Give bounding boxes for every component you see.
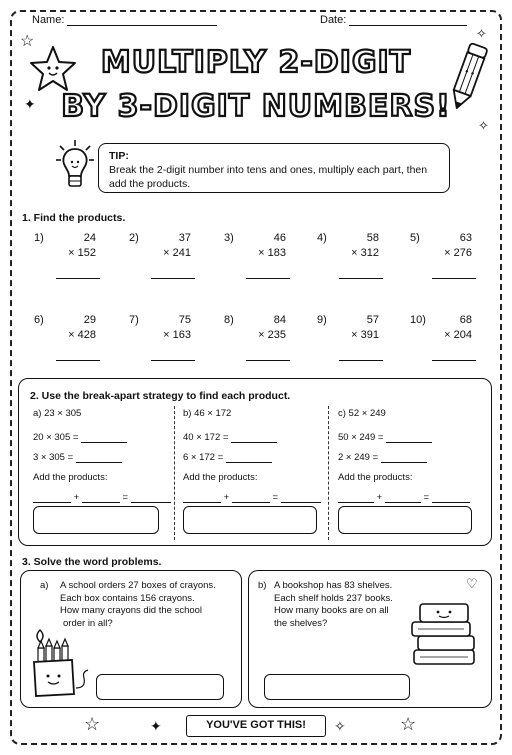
- problem-top: 63: [459, 232, 472, 244]
- star-icon: ☆: [84, 714, 101, 734]
- problem-item: [410, 314, 490, 354]
- problem-bottom: × 276: [444, 247, 472, 259]
- ones-expression: 6 × 172 =: [183, 452, 224, 463]
- column-label: c) 52 × 249: [338, 408, 386, 419]
- answer-box-word-a[interactable]: [96, 674, 224, 700]
- problem-bottom: × 183: [258, 247, 286, 259]
- star-icon: ☆: [20, 33, 35, 50]
- problem-bottom: × 241: [163, 247, 191, 259]
- sum-blank[interactable]: [385, 493, 421, 503]
- problem-top: 29: [83, 314, 96, 326]
- answer-line[interactable]: [246, 278, 290, 279]
- problem-item: [34, 232, 114, 272]
- tens-row: [338, 432, 432, 443]
- ones-answer-line[interactable]: [226, 453, 272, 463]
- equals-sign: =: [122, 492, 129, 503]
- problem-item: [224, 314, 304, 354]
- heart-icon: ♡: [466, 576, 478, 591]
- problem-item: [34, 314, 114, 354]
- problem-item: [129, 314, 209, 354]
- problem-text: [60, 580, 216, 630]
- problem-line: order in all?: [63, 617, 113, 629]
- tens-expression: 50 × 249 =: [338, 432, 384, 443]
- problem-item: [317, 232, 397, 272]
- sum-blank[interactable]: [131, 493, 171, 503]
- problem-number: 4): [317, 232, 327, 244]
- add-label: Add the products:: [338, 472, 413, 483]
- tens-answer-line[interactable]: [81, 433, 127, 443]
- sum-blank[interactable]: [281, 493, 321, 503]
- tens-row: [183, 432, 277, 443]
- sparkle-icon: ✧: [334, 718, 346, 734]
- sum-blank[interactable]: [82, 493, 120, 503]
- plus-sign: +: [73, 492, 80, 503]
- answer-line[interactable]: [56, 360, 100, 361]
- problem-label: a): [40, 580, 49, 591]
- plus-sign: +: [223, 492, 230, 503]
- encouragement-banner: YOU'VE GOT THIS!: [186, 715, 326, 737]
- problem-bottom: × 391: [351, 329, 379, 341]
- sum-blank[interactable]: [232, 493, 270, 503]
- problem-number: 8): [224, 314, 234, 326]
- sum-row: [33, 492, 171, 503]
- crayon-box-icon: [28, 626, 94, 698]
- ones-expression: 3 × 305 =: [33, 452, 74, 463]
- answer-line[interactable]: [339, 278, 383, 279]
- column-label: b) 46 × 172: [183, 408, 232, 419]
- books-icon: [408, 596, 480, 670]
- add-label: Add the products:: [33, 472, 108, 483]
- date-label: Date:: [320, 14, 347, 26]
- answer-line[interactable]: [246, 360, 290, 361]
- problem-bottom: × 428: [68, 329, 96, 341]
- answer-line[interactable]: [151, 278, 195, 279]
- problem-top: 58: [366, 232, 379, 244]
- problem-item: [224, 232, 304, 272]
- answer-line[interactable]: [339, 360, 383, 361]
- problem-top: 57: [366, 314, 379, 326]
- problem-bottom: × 235: [258, 329, 286, 341]
- ones-answer-line[interactable]: [76, 453, 122, 463]
- answer-line[interactable]: [432, 278, 476, 279]
- tens-expression: 20 × 305 =: [33, 432, 79, 443]
- problem-top: 75: [178, 314, 191, 326]
- tip-box: [98, 143, 450, 193]
- name-label: Name:: [32, 14, 65, 26]
- problem-line: Each shelf holds 237 books.: [274, 592, 393, 604]
- add-label: Add the products:: [183, 472, 258, 483]
- problem-line: A bookshop has 83 shelves.: [274, 580, 393, 591]
- problem-line: How many books are on all: [274, 605, 389, 616]
- page-title-line2: BY 3-DIGIT NUMBERS!: [61, 89, 451, 124]
- plus-sign: +: [376, 492, 383, 503]
- ones-answer-line[interactable]: [381, 453, 427, 463]
- equals-sign: =: [423, 492, 430, 503]
- problem-line: A school orders 27 boxes of crayons.: [60, 580, 216, 591]
- column-divider: [174, 406, 175, 540]
- ones-row: [33, 452, 122, 463]
- equals-sign: =: [272, 492, 279, 503]
- problem-top: 84: [273, 314, 286, 326]
- problem-number: 10): [410, 314, 426, 326]
- tens-expression: 40 × 172 =: [183, 432, 229, 443]
- problem-label: b): [258, 580, 267, 591]
- problem-line: Each box contains 156 crayons.: [60, 592, 195, 604]
- sum-row: [183, 492, 321, 503]
- sparkle-icon: ✧: [478, 118, 489, 133]
- problem-bottom: × 312: [351, 247, 379, 259]
- problem-number: 7): [129, 314, 139, 326]
- column-label: a) 23 × 305: [33, 408, 82, 419]
- answer-box-c[interactable]: [338, 506, 472, 534]
- problem-top: 68: [459, 314, 472, 326]
- sum-blank[interactable]: [33, 493, 71, 503]
- date-line[interactable]: [349, 15, 467, 26]
- answer-line[interactable]: [432, 360, 476, 361]
- date-field[interactable]: [320, 14, 467, 26]
- problem-bottom: × 152: [68, 247, 96, 259]
- sum-blank[interactable]: [183, 493, 221, 503]
- answer-box-a[interactable]: [33, 506, 159, 534]
- problem-number: 5): [410, 232, 420, 244]
- name-line[interactable]: [67, 15, 217, 26]
- lightbulb-icon: [54, 138, 96, 194]
- sparkle-icon: ✦: [150, 718, 162, 734]
- ones-row: [338, 452, 427, 463]
- problem-item: [410, 232, 490, 272]
- problem-text: [274, 580, 393, 630]
- problem-number: 9): [317, 314, 327, 326]
- sum-row: [338, 492, 470, 503]
- problem-number: 6): [34, 314, 44, 326]
- problem-line: the shelves?: [274, 617, 328, 629]
- problem-line: How many crayons did the school: [60, 605, 203, 616]
- tip-text: Break the 2-digit number into tens and ones, multiply each part, then add the products.: [109, 164, 428, 190]
- tip-label: TIP:: [109, 150, 129, 162]
- answer-box-word-b[interactable]: [264, 674, 410, 700]
- problem-top: 24: [83, 232, 96, 244]
- section3-heading: 3. Solve the word problems.: [22, 556, 162, 568]
- ones-expression: 2 × 249 =: [338, 452, 379, 463]
- tens-row: [33, 432, 127, 443]
- star-icon: ☆: [400, 714, 417, 734]
- sum-blank[interactable]: [432, 493, 470, 503]
- answer-box-b[interactable]: [183, 506, 317, 534]
- problem-number: 2): [129, 232, 139, 244]
- section2-heading: 2. Use the break-apart strategy to find each product.: [30, 390, 291, 402]
- ones-row: [183, 452, 272, 463]
- problem-item: [129, 232, 209, 272]
- sparkle-icon: ✦: [24, 96, 36, 112]
- problem-number: 3): [224, 232, 234, 244]
- problem-bottom: × 163: [163, 329, 191, 341]
- answer-line[interactable]: [56, 278, 100, 279]
- section1-heading: 1. Find the products.: [22, 212, 126, 224]
- problem-number: 1): [34, 232, 44, 244]
- tens-answer-line[interactable]: [231, 433, 277, 443]
- sum-blank[interactable]: [338, 493, 374, 503]
- problem-bottom: × 204: [444, 329, 472, 341]
- answer-line[interactable]: [151, 360, 195, 361]
- sparkle-icon: ✧: [476, 26, 487, 41]
- name-field[interactable]: [32, 14, 217, 26]
- problem-top: 46: [273, 232, 286, 244]
- problem-item: [317, 314, 397, 354]
- page-title-line1: MULTIPLY 2-DIGIT: [100, 45, 412, 80]
- column-divider: [328, 406, 329, 540]
- tens-answer-line[interactable]: [386, 433, 432, 443]
- problem-top: 37: [178, 232, 191, 244]
